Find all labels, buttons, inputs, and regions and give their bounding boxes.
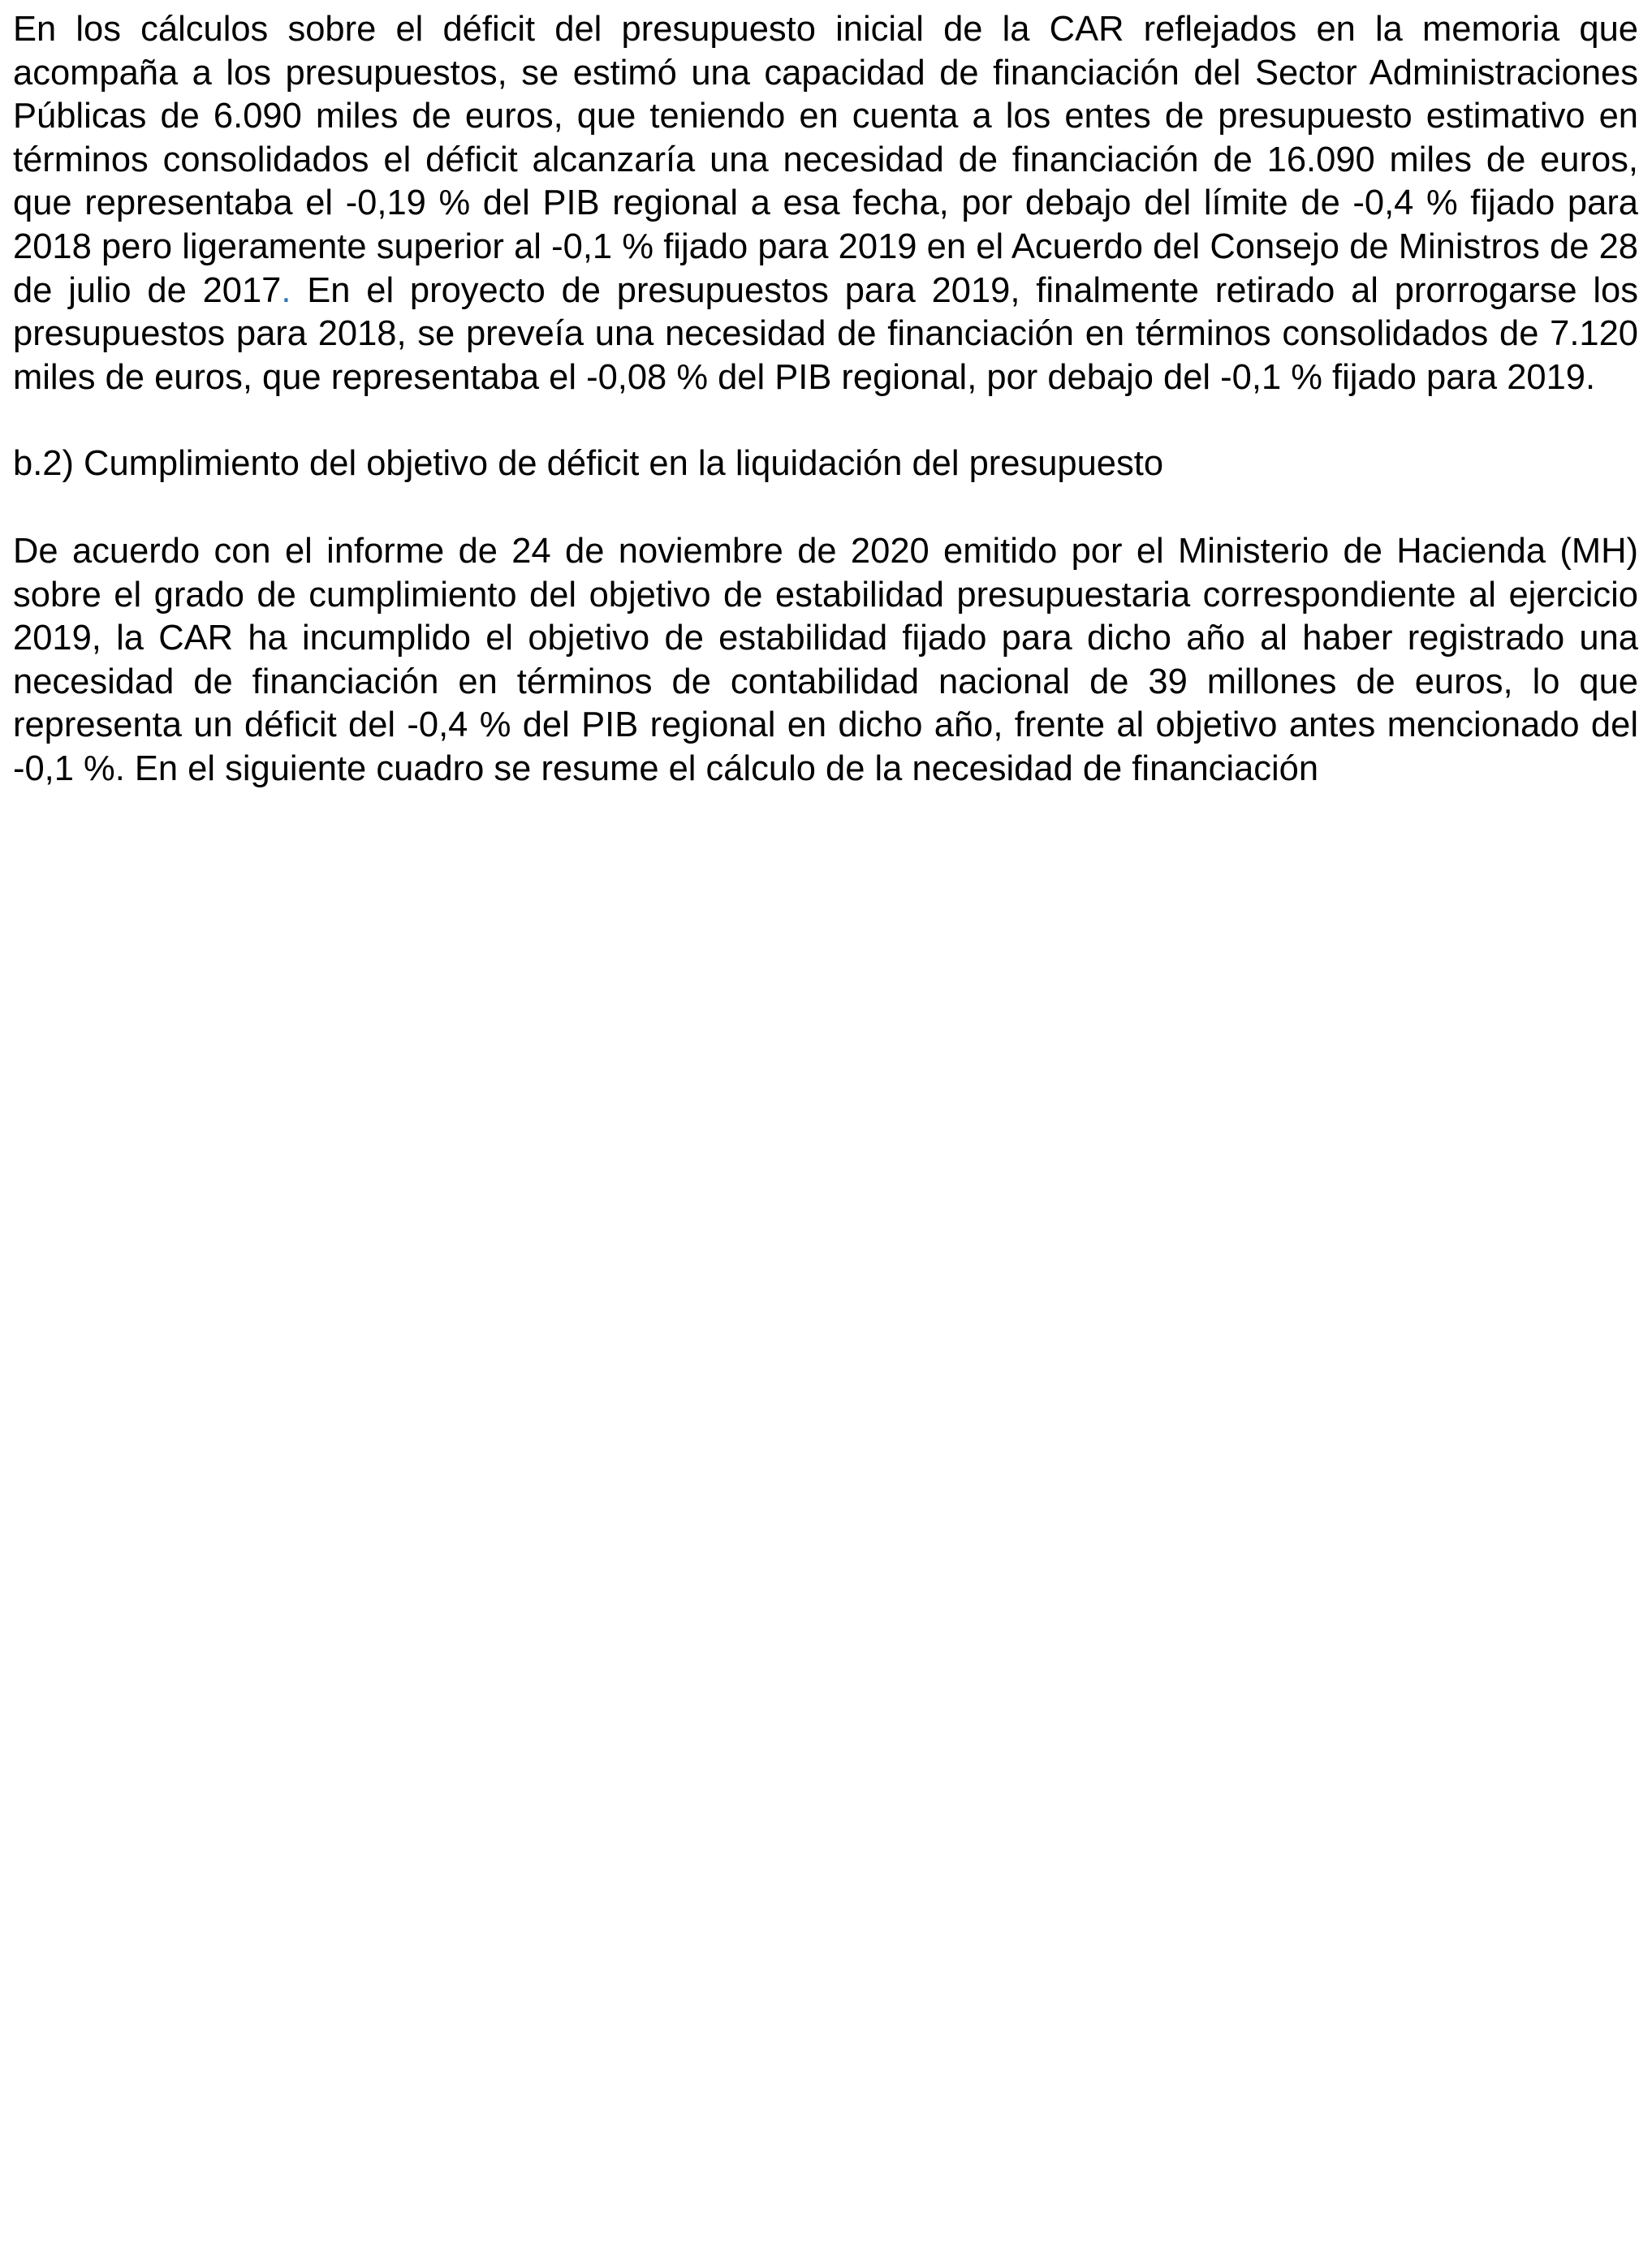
paragraph-deficit-compliance: De acuerdo con el informe de 24 de noviembre de 2020 emitido por el Ministerio de Hacienda (MH) sobre el grado de cumplimiento del objetivo de estabilidad presupuestaria correspondiente al ejercicio 2019, la CAR ha incumplido el objetivo de estabilidad fijado para dicho año al haber registrado una necesidad de financiación en términos de contabilidad nacional de 39 millones de euros, lo que representa un déficit del -0,4 % del PIB regional en dicho año, frente al objetivo antes mencionado del -0,1 %. En el siguiente cuadro se resume el cálculo de la necesidad de financiación <box>13 531 1638 788</box>
paragraph-deficit-initial-budget <box>13 8 1638 399</box>
section-heading-b2: b.2) Cumplimiento del objetivo de déficit en la liquidación del presupuesto <box>13 444 1164 484</box>
document-page <box>13 8 1638 791</box>
paragraph-1-accent-dot: . <box>281 270 291 310</box>
paragraph-1-text-b: En el proyecto de presupuestos para 2019, finalmente retirado al prorrogarse los presupuestos para 2018, se preveía una necesidad de financiación en términos consolidados de 7.120 miles de euros, que representaba el -0,08 % del PIB regional, por debajo del -0,1 % fijado para 2019. <box>13 270 1638 397</box>
paragraph-1-text-a: En los cálculos sobre el déficit del presupuesto inicial de la CAR reflejados en la memoria que acompaña a los presupuestos, se estimó una capacidad de financiación del Sector Administraciones Públicas de 6.090 miles de euros, que teniendo en cuenta a los entes de presupuesto estimativo en términos consolidados el déficit alcanzaría una necesidad de financiación de 16.090 miles de euros, que representaba el -0,19 % del PIB regional a esa fecha, por debajo del límite de -0,4 % fijado para 2018 pero ligeramente superior al -0,1 % fijado para 2019 en el Acuerdo del Consejo de Ministros de 28 de julio de 2017 <box>13 10 1638 310</box>
